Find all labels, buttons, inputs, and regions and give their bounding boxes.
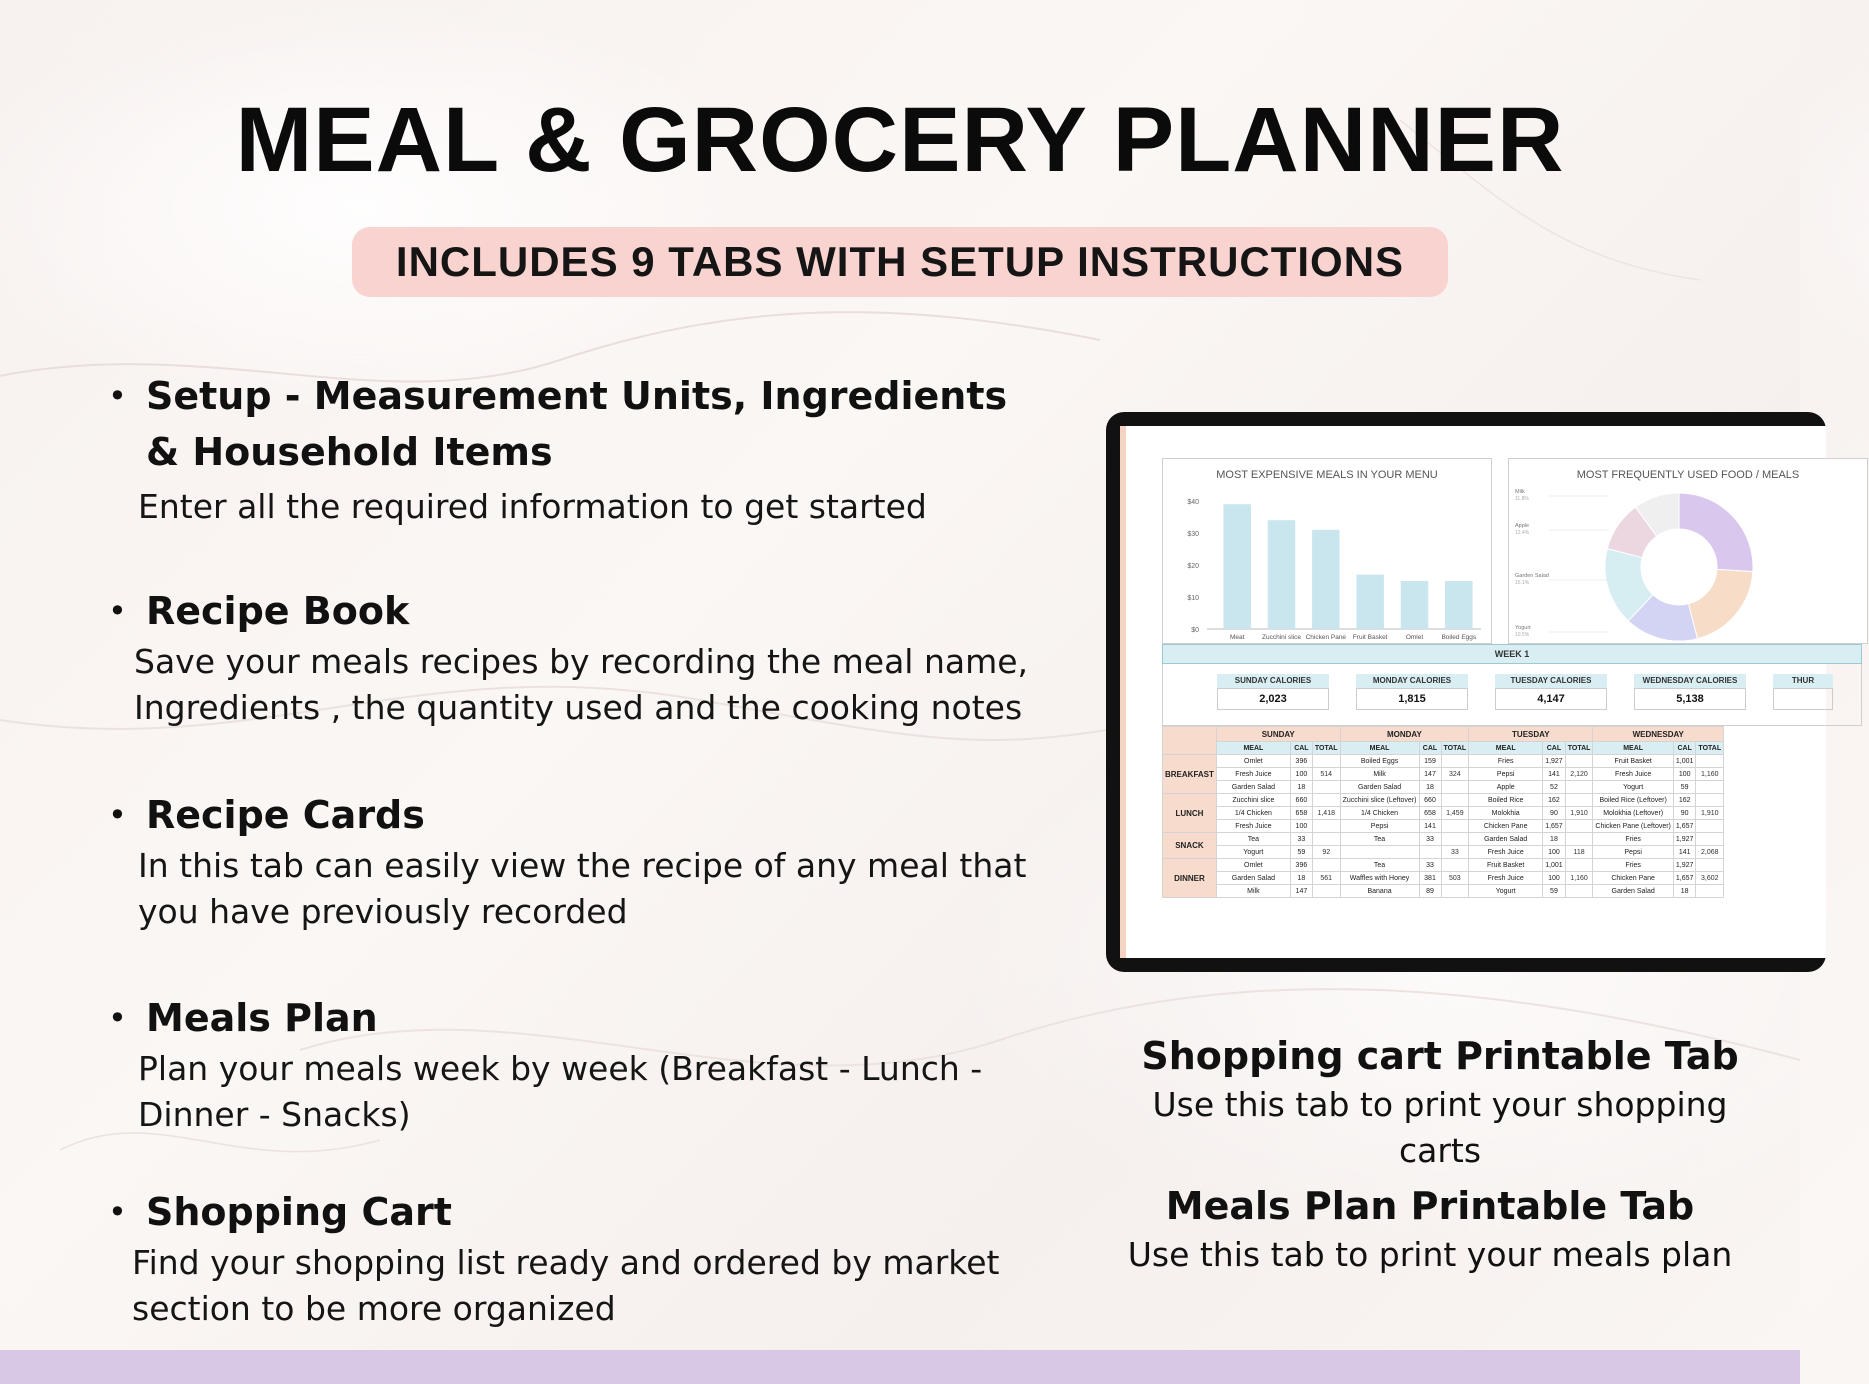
calorie-cell: 1,927	[1543, 755, 1566, 768]
calorie-cell: 59	[1543, 885, 1566, 898]
calorie-cell: 141	[1543, 768, 1566, 781]
total-cell	[1696, 794, 1724, 807]
calorie-cell: 18	[1673, 885, 1696, 898]
meal-cell[interactable]: Zucchini slice (Leftover)	[1340, 794, 1419, 807]
calorie-cell: 162	[1543, 794, 1566, 807]
column-header: MEAL	[1593, 742, 1673, 755]
x-tick-label: Boiled Eggs	[1441, 634, 1477, 641]
calorie-cell: 18	[1543, 833, 1566, 846]
meal-cell[interactable]: Boiled Rice	[1469, 794, 1543, 807]
total-cell: 324	[1441, 768, 1469, 781]
printable-description: Use this tab to print your meals plan	[1127, 1235, 1733, 1274]
calorie-value: 2,023	[1217, 688, 1329, 710]
column-header: MEAL	[1340, 742, 1419, 755]
meal-cell[interactable]: Garden Salad	[1340, 781, 1419, 794]
total-cell	[1441, 755, 1469, 768]
calorie-cell: 33	[1290, 833, 1312, 846]
meal-cell[interactable]: Chicken Pane	[1469, 820, 1543, 833]
column-header: TOTAL	[1696, 742, 1724, 755]
expensive-meals-chart	[1162, 458, 1492, 644]
meal-cell[interactable]: Fries	[1469, 755, 1543, 768]
bar	[1223, 504, 1250, 629]
calorie-value: 1,815	[1356, 688, 1468, 710]
table-row	[1163, 807, 1724, 820]
chart-title: MOST FREQUENTLY USED FOOD / MEALS	[1576, 469, 1800, 481]
feature-description: Save your meals recipes by recording the meal name, Ingredients , the quantity used and the cooking notes	[134, 642, 1029, 727]
spreadsheet-preview	[1120, 426, 1826, 958]
table-row	[1163, 859, 1724, 872]
row-category-header	[1163, 727, 1217, 755]
total-cell: 561	[1312, 872, 1340, 885]
calorie-cell: 159	[1419, 755, 1441, 768]
calorie-cell: 100	[1543, 846, 1566, 859]
feature-title: Meals Plan	[146, 996, 378, 1040]
table-row	[1163, 872, 1724, 885]
meal-cell[interactable]: Yogurt	[1216, 846, 1290, 859]
total-cell	[1565, 859, 1593, 872]
x-tick-label: Meat	[1229, 634, 1245, 641]
total-cell	[1312, 781, 1340, 794]
total-cell	[1565, 794, 1593, 807]
total-cell: 33	[1441, 846, 1469, 859]
meal-category: SNACK	[1163, 833, 1217, 859]
x-tick-label: Zucchini slice	[1261, 634, 1302, 641]
printable-description: Use this tab to print your shopping carts	[1152, 1085, 1728, 1170]
meal-cell[interactable]: Garden Salad	[1216, 781, 1290, 794]
bar-chart-svg	[1163, 459, 1493, 645]
total-cell	[1696, 859, 1724, 872]
total-cell	[1696, 781, 1724, 794]
meal-cell[interactable]: Banana	[1340, 885, 1419, 898]
calorie-card	[1773, 674, 1833, 710]
pie-label: Yogurt	[1515, 625, 1531, 631]
meal-cell[interactable]: Fresh Juice	[1216, 820, 1290, 833]
total-cell	[1312, 755, 1340, 768]
meal-cell[interactable]: Yogurt	[1469, 885, 1543, 898]
calorie-cell: 59	[1673, 781, 1696, 794]
calories-summary	[1162, 664, 1862, 726]
bottom-accent-bar	[0, 1350, 1800, 1384]
feature-description: Enter all the required information to get started	[138, 487, 927, 526]
calorie-cell: 33	[1419, 859, 1441, 872]
column-header: TOTAL	[1441, 742, 1469, 755]
column-header: CAL	[1673, 742, 1696, 755]
calorie-card	[1495, 674, 1607, 710]
bullet-icon: •	[108, 377, 127, 415]
total-cell	[1441, 781, 1469, 794]
total-cell	[1441, 885, 1469, 898]
feature-title: Recipe Cards	[146, 793, 425, 837]
total-cell: 2,068	[1696, 846, 1724, 859]
total-cell	[1565, 755, 1593, 768]
calorie-label: SUNDAY CALORIES	[1217, 674, 1329, 688]
subtitle-text: INCLUDES 9 TABS WITH SETUP INSTRUCTIONS	[395, 238, 1405, 285]
calorie-card	[1356, 674, 1468, 710]
y-tick-label: $30	[1187, 531, 1199, 538]
pie-label: Milk	[1515, 489, 1525, 495]
calorie-cell: 141	[1419, 820, 1441, 833]
bar	[1268, 520, 1295, 629]
calorie-cell: 89	[1419, 885, 1441, 898]
frequent-food-chart	[1508, 458, 1868, 644]
feature-shopping-cart	[108, 1184, 1048, 1332]
calorie-value	[1773, 688, 1833, 710]
meal-cell[interactable]: Pepsi	[1593, 846, 1673, 859]
meal-cell[interactable]: Fruit Basket	[1469, 859, 1543, 872]
calorie-cell: 100	[1290, 820, 1312, 833]
feature-meals-plan	[108, 990, 1048, 1138]
meal-cell[interactable]: Apple	[1469, 781, 1543, 794]
meal-cell[interactable]: Fresh Juice	[1469, 872, 1543, 885]
feature-recipe-cards	[108, 787, 1048, 935]
column-header: MEAL	[1469, 742, 1543, 755]
calorie-label: THUR	[1773, 674, 1833, 688]
meal-cell[interactable]: 1/4 Chicken	[1216, 807, 1290, 820]
total-cell: 1,418	[1312, 807, 1340, 820]
calorie-cell: 1,927	[1673, 859, 1696, 872]
meal-cell[interactable]: Waffles with Honey	[1340, 872, 1419, 885]
total-cell	[1441, 833, 1469, 846]
calorie-cell: 18	[1290, 872, 1312, 885]
weekly-meal-plan	[1162, 644, 1862, 898]
meal-cell[interactable]: Molokhia	[1469, 807, 1543, 820]
x-tick-label: Omlet	[1405, 634, 1424, 641]
bullet-icon: •	[108, 1193, 127, 1231]
column-header: CAL	[1290, 742, 1312, 755]
total-cell: 514	[1312, 768, 1340, 781]
total-cell: 503	[1441, 872, 1469, 885]
meal-cell[interactable]: Garden Salad	[1216, 872, 1290, 885]
printable-title: Meals Plan Printable Tab	[1165, 1184, 1695, 1228]
meal-cell[interactable]: Fresh Juice	[1216, 768, 1290, 781]
meal-category: LUNCH	[1163, 794, 1217, 833]
calorie-cell: 100	[1543, 872, 1566, 885]
calorie-card	[1634, 674, 1746, 710]
meal-cell[interactable]: Yogurt	[1593, 781, 1673, 794]
total-cell	[1696, 833, 1724, 846]
calorie-label: MONDAY CALORIES	[1356, 674, 1468, 688]
subtitle-badge	[352, 227, 1448, 297]
total-cell	[1565, 820, 1593, 833]
total-cell: 118	[1565, 846, 1593, 859]
calorie-cell: 162	[1673, 794, 1696, 807]
page-title: MEAL & GROCERY PLANNER	[235, 89, 1565, 191]
meal-cell[interactable]: Milk	[1216, 885, 1290, 898]
pie-slice	[1688, 569, 1752, 638]
meal-cell[interactable]: Pepsi	[1469, 768, 1543, 781]
meal-cell[interactable]: Tea	[1340, 833, 1419, 846]
calorie-cell: 90	[1543, 807, 1566, 820]
calorie-cell: 1,657	[1673, 872, 1696, 885]
calorie-cell: 18	[1419, 781, 1441, 794]
printable-meals-plan	[1100, 1180, 1760, 1278]
calorie-cell: 396	[1290, 755, 1312, 768]
meal-cell[interactable]: Fries	[1593, 859, 1673, 872]
total-cell	[1565, 885, 1593, 898]
bar	[1401, 581, 1428, 629]
y-tick-label: $40	[1187, 499, 1199, 506]
table-row	[1163, 768, 1724, 781]
meal-category: BREAKFAST	[1163, 755, 1217, 794]
calorie-cell: 660	[1419, 794, 1441, 807]
table-row	[1163, 820, 1724, 833]
calorie-cell: 658	[1419, 807, 1441, 820]
calorie-cell: 1,657	[1673, 820, 1696, 833]
meal-cell[interactable]	[1340, 846, 1419, 859]
table-row	[1163, 781, 1724, 794]
meal-category: DINNER	[1163, 859, 1217, 898]
meal-cell[interactable]: Boiled Eggs	[1340, 755, 1419, 768]
calorie-cell: 100	[1673, 768, 1696, 781]
calorie-cell: 658	[1290, 807, 1312, 820]
meal-cell[interactable]: Tea	[1340, 859, 1419, 872]
meal-cell[interactable]: Omlet	[1216, 755, 1290, 768]
total-cell: 1,160	[1696, 768, 1724, 781]
calorie-cell: 381	[1419, 872, 1441, 885]
bullet-icon: •	[108, 999, 127, 1037]
calorie-cell: 52	[1543, 781, 1566, 794]
calorie-cell: 90	[1673, 807, 1696, 820]
printable-shopping-cart	[1110, 1030, 1770, 1174]
column-header: MEAL	[1216, 742, 1290, 755]
meal-cell[interactable]: Chicken Pane	[1593, 872, 1673, 885]
meal-cell[interactable]: Pepsi	[1340, 820, 1419, 833]
y-tick-label: $10	[1187, 595, 1199, 602]
pie-percent-label: 10.5%	[1515, 632, 1530, 638]
meal-cell[interactable]: 1/4 Chicken	[1340, 807, 1419, 820]
calorie-cell: 1,001	[1543, 859, 1566, 872]
feature-recipe-book	[108, 583, 1048, 731]
column-header: TOTAL	[1565, 742, 1593, 755]
total-cell	[1312, 794, 1340, 807]
table-row	[1163, 885, 1724, 898]
meal-cell[interactable]: Molokhia (Leftover)	[1593, 807, 1673, 820]
week-header: WEEK 1	[1162, 644, 1862, 664]
total-cell: 92	[1312, 846, 1340, 859]
y-tick-label: $0	[1191, 627, 1199, 634]
bar	[1356, 575, 1383, 629]
feature-description: In this tab can easily view the recipe of any meal that you have previously recorded	[138, 846, 1027, 931]
total-cell: 2,120	[1565, 768, 1593, 781]
table-row	[1163, 833, 1724, 846]
calorie-cell: 100	[1290, 768, 1312, 781]
pie-label: Apple	[1515, 523, 1530, 529]
meal-cell[interactable]: Fruit Basket	[1593, 755, 1673, 768]
total-cell	[1565, 833, 1593, 846]
total-cell	[1441, 859, 1469, 872]
meal-cell[interactable]: Boiled Rice (Leftover)	[1593, 794, 1673, 807]
total-cell	[1441, 794, 1469, 807]
column-header: CAL	[1419, 742, 1441, 755]
pie-percent-label: 12.4%	[1515, 530, 1530, 536]
x-tick-label: Fruit Basket	[1352, 634, 1388, 641]
calorie-cell	[1419, 846, 1441, 859]
total-cell	[1312, 820, 1340, 833]
feature-title: Recipe Book	[146, 589, 410, 633]
calorie-cell: 18	[1290, 781, 1312, 794]
pie-percent-label: 11.8%	[1515, 496, 1529, 502]
meal-cell[interactable]: Tea	[1216, 833, 1290, 846]
feature-title: Shopping Cart	[146, 1190, 452, 1234]
total-cell: 1,910	[1565, 807, 1593, 820]
feature-title: Setup - Measurement Units, Ingredients & Household Items	[146, 374, 1008, 474]
day-header: WEDNESDAY	[1593, 727, 1724, 742]
calorie-cell: 1,657	[1543, 820, 1566, 833]
bullet-icon: •	[108, 796, 127, 834]
calorie-cell: 147	[1290, 885, 1312, 898]
calorie-cell: 1,927	[1673, 833, 1696, 846]
y-tick-label: $20	[1187, 563, 1199, 570]
x-tick-label: Chicken Pane	[1305, 634, 1347, 641]
meal-cell[interactable]: Zucchini slice	[1216, 794, 1290, 807]
bullet-icon: •	[108, 592, 127, 630]
meal-cell[interactable]: Garden Salad	[1593, 885, 1673, 898]
total-cell	[1312, 833, 1340, 846]
pie-slice	[1679, 493, 1753, 572]
day-header: SUNDAY	[1216, 727, 1340, 742]
total-cell	[1696, 820, 1724, 833]
pie-chart-svg	[1509, 459, 1869, 645]
calorie-cell: 396	[1290, 859, 1312, 872]
calorie-value: 5,138	[1634, 688, 1746, 710]
total-cell: 1,160	[1565, 872, 1593, 885]
meal-cell[interactable]: Fries	[1593, 833, 1673, 846]
feature-description: Plan your meals week by week (Breakfast - Lunch - Dinner - Snacks)	[138, 1049, 983, 1134]
total-cell	[1696, 755, 1724, 768]
meal-cell[interactable]: Milk	[1340, 768, 1419, 781]
column-header: CAL	[1543, 742, 1566, 755]
pie-percent-label: 15.1%	[1515, 580, 1530, 586]
table-row	[1163, 755, 1724, 768]
meal-cell[interactable]: Fresh Juice	[1469, 846, 1543, 859]
meal-cell[interactable]: Garden Salad	[1469, 833, 1543, 846]
bar	[1445, 581, 1472, 629]
feature-setup	[108, 368, 1048, 530]
calorie-cell: 33	[1419, 833, 1441, 846]
meal-cell[interactable]: Fresh Juice	[1593, 768, 1673, 781]
total-cell: 1,459	[1441, 807, 1469, 820]
total-cell	[1441, 820, 1469, 833]
calorie-cell: 1,001	[1673, 755, 1696, 768]
printable-title: Shopping cart Printable Tab	[1141, 1034, 1739, 1078]
pie-label: Garden Salad	[1515, 573, 1549, 579]
calorie-label: WEDNESDAY CALORIES	[1634, 674, 1746, 688]
calorie-cell: 59	[1290, 846, 1312, 859]
calorie-label: TUESDAY CALORIES	[1495, 674, 1607, 688]
day-header: TUESDAY	[1469, 727, 1593, 742]
table-row	[1163, 846, 1724, 859]
calorie-cell: 141	[1673, 846, 1696, 859]
chart-title: MOST EXPENSIVE MEALS IN YOUR MENU	[1216, 469, 1438, 481]
meal-cell[interactable]: Omlet	[1216, 859, 1290, 872]
laptop-screen-mockup	[1106, 412, 1826, 972]
meal-plan-table	[1162, 726, 1724, 898]
calorie-cell: 660	[1290, 794, 1312, 807]
total-cell: 3,602	[1696, 872, 1724, 885]
column-header: TOTAL	[1312, 742, 1340, 755]
total-cell	[1696, 885, 1724, 898]
calorie-cell: 147	[1419, 768, 1441, 781]
feature-description: Find your shopping list ready and ordered by market section to be more organized	[132, 1243, 1000, 1328]
bar	[1312, 530, 1339, 629]
meal-cell[interactable]: Chicken Pane (Leftover)	[1593, 820, 1673, 833]
total-cell: 1,910	[1696, 807, 1724, 820]
calorie-card	[1217, 674, 1329, 710]
total-cell	[1312, 859, 1340, 872]
table-row	[1163, 794, 1724, 807]
calorie-value: 4,147	[1495, 688, 1607, 710]
total-cell	[1312, 885, 1340, 898]
day-header: MONDAY	[1340, 727, 1469, 742]
total-cell	[1565, 781, 1593, 794]
